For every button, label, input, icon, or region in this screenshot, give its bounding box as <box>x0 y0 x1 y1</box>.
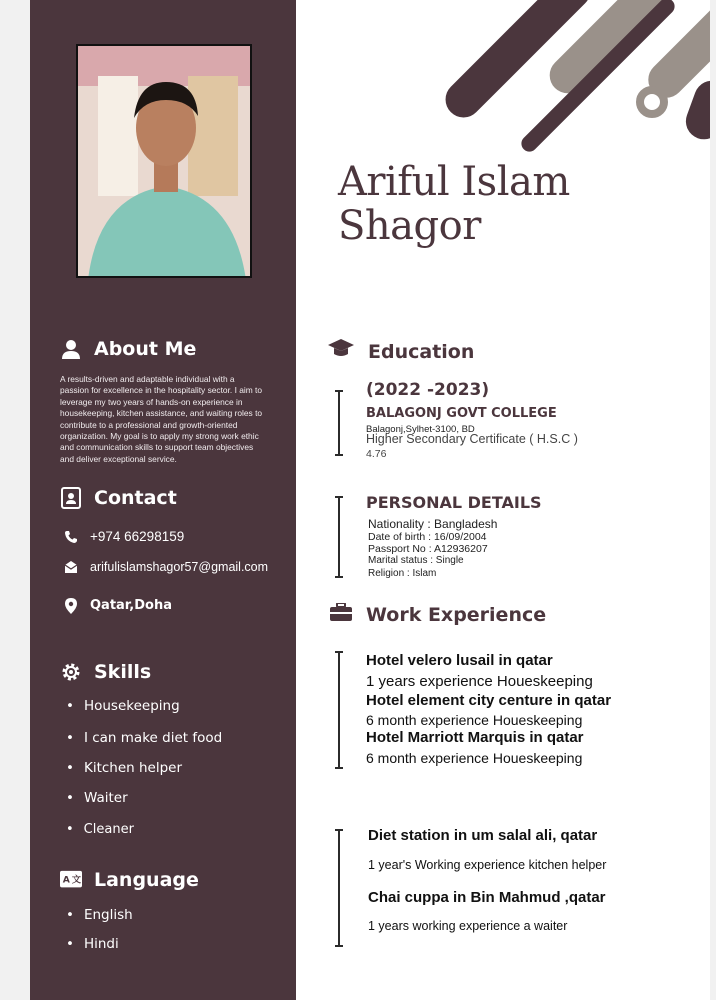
user-icon <box>60 338 82 360</box>
job-detail: 6 month experience Houeskeeping <box>366 750 583 766</box>
work-divider-1 <box>338 651 340 769</box>
personal-divider <box>338 496 340 578</box>
sidebar <box>30 0 296 1000</box>
education-address: Balagonj,Sylhet-3100, BD <box>366 424 475 435</box>
education-degree: Higher Secondary Certificate ( H.S.C ) <box>366 432 578 446</box>
gear-icon <box>60 661 82 683</box>
work-heading: Work Experience <box>330 603 546 626</box>
work-divider-2 <box>338 829 340 947</box>
about-heading: About Me <box>60 338 196 360</box>
job-detail: 6 month experience Houeskeeping <box>366 712 583 728</box>
mail-icon <box>64 560 78 574</box>
contact-location: Qatar,Doha <box>64 598 172 613</box>
job-title: Chai cuppa in Bin Mahmud ,qatar <box>368 889 606 906</box>
education-years: (2022 -2023) <box>366 380 490 400</box>
contact-heading: Contact <box>60 487 177 509</box>
contact-email[interactable]: arifulislamshagor57@gmail.com <box>64 560 268 574</box>
personal-marital: Marital status : Single <box>368 555 464 566</box>
education-college: BALAGONJ GOVT COLLEGE <box>366 406 557 421</box>
job-title: Diet station in um salal ali, qatar <box>368 827 598 844</box>
profile-photo <box>76 44 252 278</box>
graduation-cap-icon <box>328 339 354 364</box>
personal-religion: Religion : Islam <box>368 568 437 579</box>
translate-icon <box>60 869 82 891</box>
education-heading: Education <box>328 339 474 364</box>
resume-page <box>30 0 710 1000</box>
skill-item: • I can make diet food <box>66 730 222 746</box>
personal-heading: PERSONAL DETAILS <box>366 493 542 512</box>
briefcase-icon <box>330 603 352 626</box>
personal-dob: Date of birth : 16/09/2004 <box>368 531 487 543</box>
language-item: • English <box>66 907 133 923</box>
skill-item: • Housekeeping <box>66 698 180 714</box>
language-heading: A 文 Language <box>60 869 199 891</box>
skill-item: • Kitchen helper <box>66 760 182 776</box>
skills-heading: Skills <box>60 661 151 683</box>
job-detail: 1 years experience Houeskeeping <box>366 673 593 690</box>
phone-icon <box>64 530 78 544</box>
job-title: Hotel Marriott Marquis in qatar <box>366 729 584 746</box>
contact-card-icon <box>60 487 82 509</box>
education-gpa: 4.76 <box>366 448 387 460</box>
skill-item: • Waiter <box>66 790 128 806</box>
about-text: A results-driven and adaptable individual with a passion for excellence in the hospitality sector. I aim to leverage my two years of hands-on experience in housekeeping, kitchen assistance, and waiting roles to contribute to a professional and growth-oriented organization. My goal is to apply my strong work ethic and communication skills to support team objectives and deliver exceptional service. <box>60 374 263 464</box>
job-detail: 1 year's Working experience kitchen helper <box>368 858 607 872</box>
personal-passport: Passport No : A12936207 <box>368 543 488 555</box>
svg-text:A: A <box>62 874 70 886</box>
language-item: • Hindi <box>66 936 119 952</box>
person-name: Ariful Islam Shagor <box>338 159 570 249</box>
job-title: Hotel element city centure in qatar <box>366 692 612 709</box>
location-pin-icon <box>64 599 78 613</box>
job-title: Hotel velero lusail in qatar <box>366 652 553 669</box>
personal-nationality: Nationality : Bangladesh <box>368 517 498 531</box>
education-divider <box>338 390 340 456</box>
job-detail: 1 years working experience a waiter <box>368 919 568 933</box>
svg-text:文: 文 <box>71 874 82 886</box>
contact-phone[interactable]: +974 66298159 <box>64 529 184 544</box>
skill-item: • Cleaner <box>66 822 134 837</box>
